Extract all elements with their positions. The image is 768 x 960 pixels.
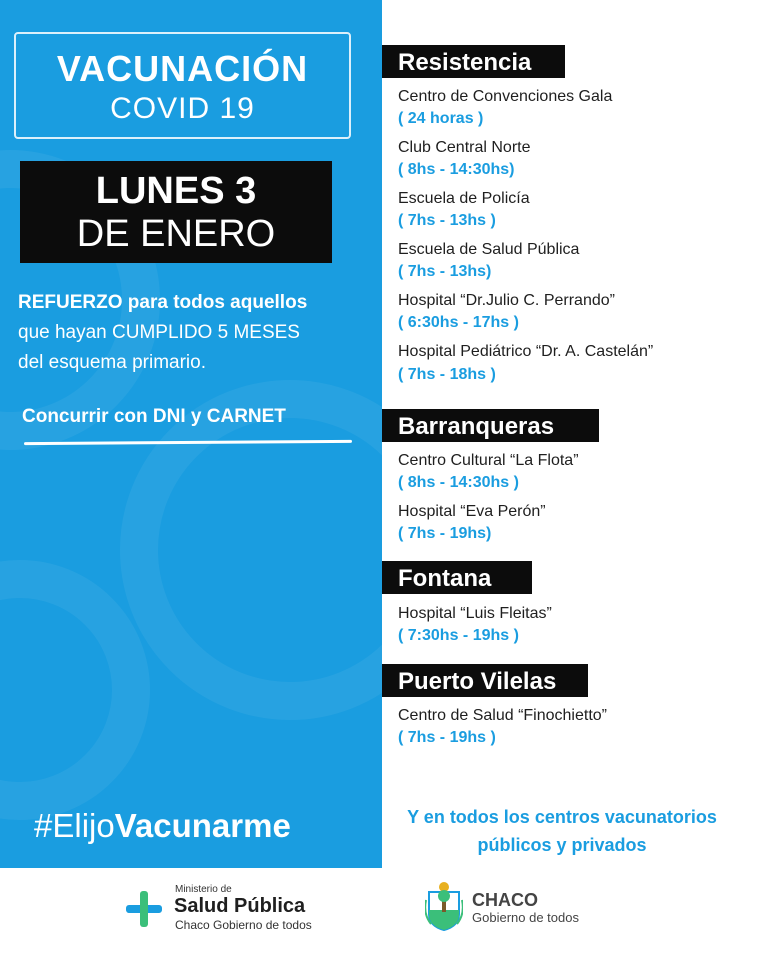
venue-name: Club Central Norte xyxy=(398,139,531,156)
venue-name: Hospital “Eva Perón” xyxy=(398,503,546,520)
city-label-barranqueras: Barranqueras xyxy=(382,409,599,442)
footer-note-line: Y en todos los centros vacunatorios xyxy=(407,807,717,827)
venue-name: Hospital “Dr.Julio C. Perrando” xyxy=(398,292,615,309)
venue-hours: ( 7hs - 19hs ) xyxy=(398,729,496,746)
venue-name: Centro Cultural “La Flota” xyxy=(398,452,579,469)
booster-text xyxy=(18,288,378,378)
venue-name: Escuela de Policía xyxy=(398,190,530,207)
decorative-swirl xyxy=(120,380,382,720)
venue-name: Escuela de Salud Pública xyxy=(398,241,580,258)
ministry-name: Salud Pública xyxy=(174,895,306,917)
booster-headline: REFUERZO para todos aquellos xyxy=(18,292,308,313)
page-subtitle: COVID 19 xyxy=(110,92,255,125)
venue-hours: ( 8hs - 14:30hs ) xyxy=(398,474,519,491)
health-cross-icon xyxy=(124,889,164,929)
booster-line: del esquema primario. xyxy=(18,352,206,373)
chaco-title: CHACO xyxy=(472,890,538,910)
venue-hours: ( 8hs - 14:30hs) xyxy=(398,161,515,178)
venue-hours: ( 7:30hs - 19hs ) xyxy=(398,627,519,644)
ministry-subtitle: Chaco Gobierno de todos xyxy=(175,918,312,932)
venue-name: Centro de Salud “Finochietto” xyxy=(398,707,607,724)
venue-name: Centro de Convenciones Gala xyxy=(398,88,613,105)
left-panel xyxy=(0,0,382,868)
title-box xyxy=(14,32,351,139)
city-label-puerto-vilelas: Puerto Vilelas xyxy=(382,664,588,697)
footer-note xyxy=(382,803,742,859)
venue-hours: ( 24 horas ) xyxy=(398,110,484,127)
hashtag-bold: Vacunarme xyxy=(114,807,291,844)
footer-note-line: públicos y privados xyxy=(477,835,647,855)
page-title: VACUNACIÓN xyxy=(56,48,309,89)
requirement-text: Concurrir con DNI y CARNET xyxy=(22,406,286,427)
ministry-label: Ministerio de xyxy=(175,884,232,895)
date-month: DE ENERO xyxy=(76,213,276,255)
chaco-shield-icon xyxy=(425,880,463,932)
venue-hours: ( 7hs - 13hs ) xyxy=(398,212,496,229)
venue-hours: ( 7hs - 18hs ) xyxy=(398,366,496,383)
hashtag xyxy=(34,807,291,845)
chaco-subtitle: Gobierno de todos xyxy=(472,910,579,925)
venue-hours: ( 6:30hs - 17hs ) xyxy=(398,314,519,331)
city-label-resistencia: Resistencia xyxy=(382,45,565,78)
venue-hours: ( 7hs - 19hs) xyxy=(398,525,492,542)
venue-name: Hospital “Luis Fleitas” xyxy=(398,605,552,622)
booster-line: que hayan CUMPLIDO 5 MESES xyxy=(18,322,300,343)
venue-hours: ( 7hs - 13hs) xyxy=(398,263,492,280)
venue-name: Hospital Pediátrico “Dr. A. Castelán” xyxy=(398,343,654,360)
hashtag-prefix: #Elijo xyxy=(34,807,115,844)
footer xyxy=(0,868,768,960)
date-box xyxy=(20,161,332,263)
date-day: LUNES 3 xyxy=(95,170,257,212)
city-label-fontana: Fontana xyxy=(382,561,532,594)
